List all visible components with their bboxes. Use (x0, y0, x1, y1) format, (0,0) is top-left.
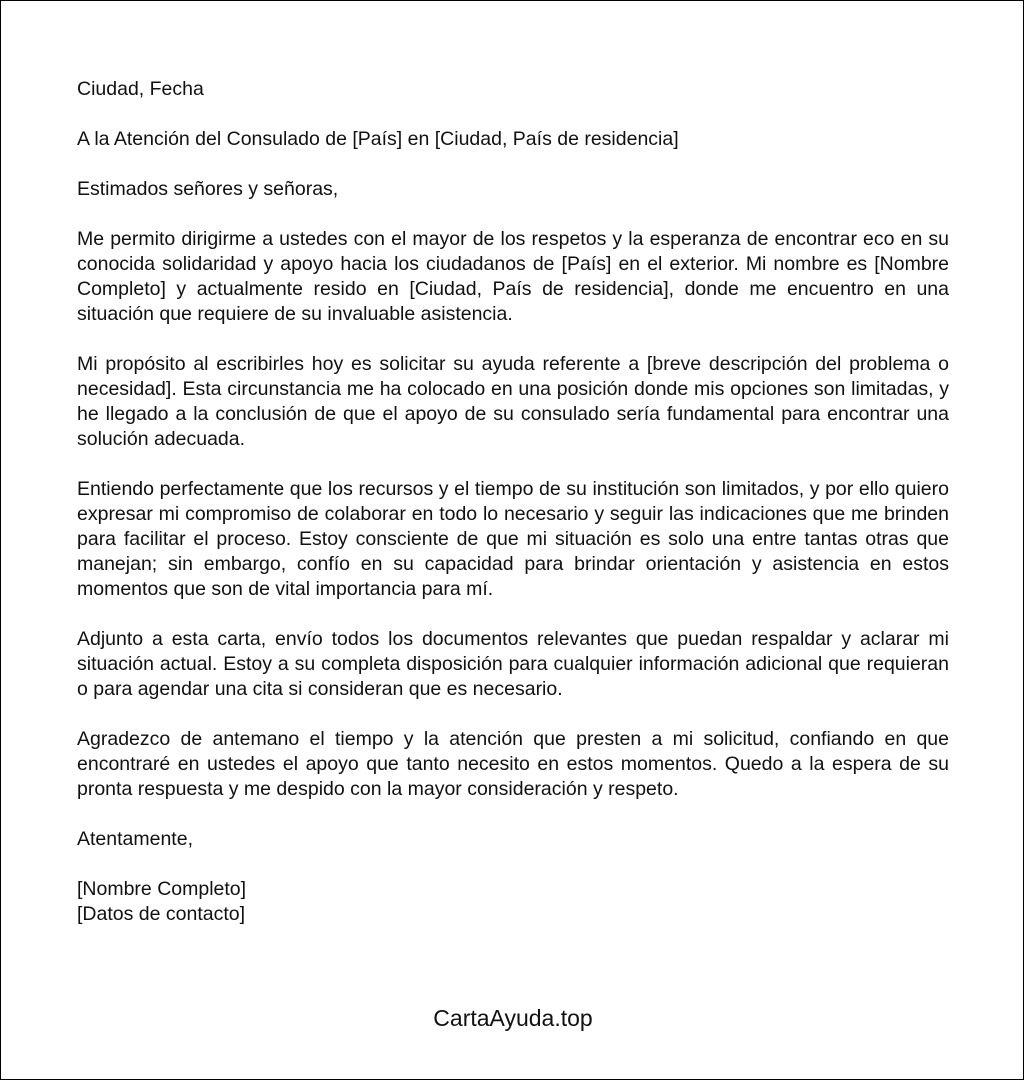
signature-name: [Nombre Completo] (77, 878, 247, 900)
recipient-line: A la Atención del Consulado de [País] en [Ciudad, País de residencia] (77, 128, 679, 150)
paragraph-3: Entiendo perfectamente que los recursos y el tiempo de su institución son limitados, y por ello quiero expresar mi compromiso de colaborar en todo lo necesario y seguir las indicaciones que me brinden para facilitar el proceso. Estoy consciente de que mi situación es solo una entre tantas otras que manejan; sin embargo, confío en su capacidad para brindar orientación y asistencia en estos momentos que son de vital importancia para mí. (77, 478, 949, 600)
footer-site-name: CartaAyuda.top (433, 1005, 593, 1031)
signature-block (77, 877, 949, 927)
letter-body (77, 77, 949, 952)
closing: Atentamente, (77, 828, 193, 850)
paragraph-5: Agradezco de antemano el tiempo y la atención que presten a mi solicitud, confiando en que encontraré en ustedes el apoyo que tanto necesito en estos momentos. Quedo a la espera de su pronta respuesta y me despido con la mayor consideración y respeto. (77, 728, 949, 800)
place-date: Ciudad, Fecha (77, 78, 204, 100)
paragraph-4: Adjunto a esta carta, envío todos los documentos relevantes que puedan respaldar y aclarar mi situación actual. Estoy a su completa disposición para cualquier información adicional que requieran o para agendar una cita si consideran que es necesario. (77, 628, 949, 700)
signature-contact: [Datos de contacto] (77, 903, 246, 925)
paragraph-1: Me permito dirigirme a ustedes con el mayor de los respetos y la esperanza de encontrar eco en su conocida solidaridad y apoyo hacia los ciudadanos de [País] en el exterior. Mi nombre es [Nombre Completo] y actualmente resido en [Ciudad, País de residencia], donde me encuentro en una situación que requiere de su invaluable asistencia. (77, 228, 949, 325)
paragraph-2: Mi propósito al escribirles hoy es solicitar su ayuda referente a [breve descripción del problema o necesidad]. Esta circunstancia me ha colocado en una posición donde mis opciones son limitadas, y he llegado a la conclusión de que el apoyo de su consulado sería fundamental para encontrar una solución adecuada. (77, 353, 949, 450)
salutation: Estimados señores y señoras, (77, 178, 339, 200)
